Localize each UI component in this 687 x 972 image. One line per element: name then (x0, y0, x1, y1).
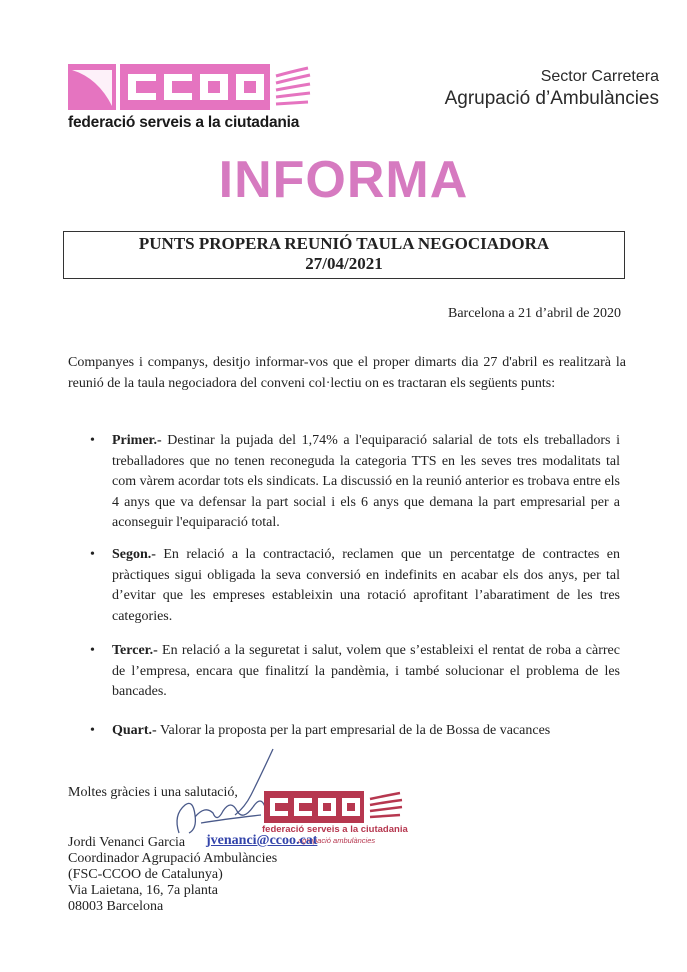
ccoo-logo-graphic (68, 60, 318, 116)
informa-banner: INFORMA (218, 151, 469, 209)
logo-tagline: federació serveis a la ciutadania (68, 114, 300, 131)
signer-name: Jordi Venanci Garcia (68, 835, 186, 850)
document-title-box (63, 231, 625, 279)
point-text: En relació a la contractació, reclamen que un percentatge de contractes en pràctiques sigui obligada la seva conversió en indefinits en acabar els dos anys, per tal d’evitar que les empreses estableixin una rotació aprofitant l’abaratiment de les tres categories. (112, 547, 621, 624)
point-label: Segon.- (112, 547, 156, 562)
stamp-logo-graphic (262, 787, 412, 827)
sector-line-1: Sector Carretera (540, 68, 659, 85)
point-primer (90, 431, 621, 534)
point-label: Tercer.- (112, 643, 158, 658)
point-tercer (90, 641, 620, 703)
signer-address: Via Laietana, 16, 7a planta (68, 883, 218, 898)
point-segon (90, 545, 621, 627)
point-text: Destinar la pujada del 1,74% a l'equiparació salarial de tots els treballadors i treballadores que no tenen reconeguda la categoria TTS en les seves tres modalitats tal com vàrem acordar tots els sindicats. La discussió en la reunió anterior es trobava entre els 4 anys que va defensar la part social i els 6 anys que demana la part empresarial per a aconseguir l'equiparació total. (112, 433, 621, 530)
intro-paragraph: Companyes i companys, desitjo informar-vos que el proper dimarts dia 27 d'abril es realitzarà la reunió de la taula negociadora del conveni col·lectiu on es tractaran els següents punts: (68, 355, 626, 391)
point-text: Valorar la proposta per la part empresarial de la de Bossa de vacances (159, 723, 551, 738)
stamp-tagline: federació serveis a la ciutadania (262, 824, 408, 835)
title-line-2: 27/04/2021 (305, 254, 383, 273)
bullet-icon: • (90, 547, 95, 562)
signer-role: Coordinador Agrupació Ambulàncies (68, 851, 278, 866)
title-line-1: PUNTS PROPERA REUNIÓ TAULA NEGOCIADORA (138, 234, 550, 253)
bullet-icon: • (90, 433, 95, 448)
signer-city: 08003 Barcelona (68, 899, 164, 914)
stamp-subtag: agrupació ambulàncies (298, 836, 376, 845)
point-text: En relació a la seguretat i salut, volem que s’estableixi el rentat de roba a càrrec de l’empresa, encara que finalitzí la pandèmia, i també solucionar el problema de les bancades. (112, 643, 620, 699)
signer-org: (FSC-CCOO de Catalunya) (68, 867, 223, 882)
document-date: Barcelona a 21 d’abril de 2020 (448, 306, 621, 321)
email-link[interactable]: jvenanci@ccoo.cat (206, 833, 318, 848)
closing-line: Moltes gràcies i una salutació, (68, 785, 238, 800)
point-label: Quart.- (112, 723, 157, 738)
point-label: Primer.- (112, 433, 162, 448)
sector-line-2: Agrupació d’Ambulàncies (444, 88, 659, 109)
point-quart (90, 721, 620, 742)
bullet-icon: • (90, 723, 95, 738)
bullet-icon: • (90, 643, 95, 658)
sector-heading (445, 67, 659, 111)
ccoo-logo (68, 60, 318, 140)
